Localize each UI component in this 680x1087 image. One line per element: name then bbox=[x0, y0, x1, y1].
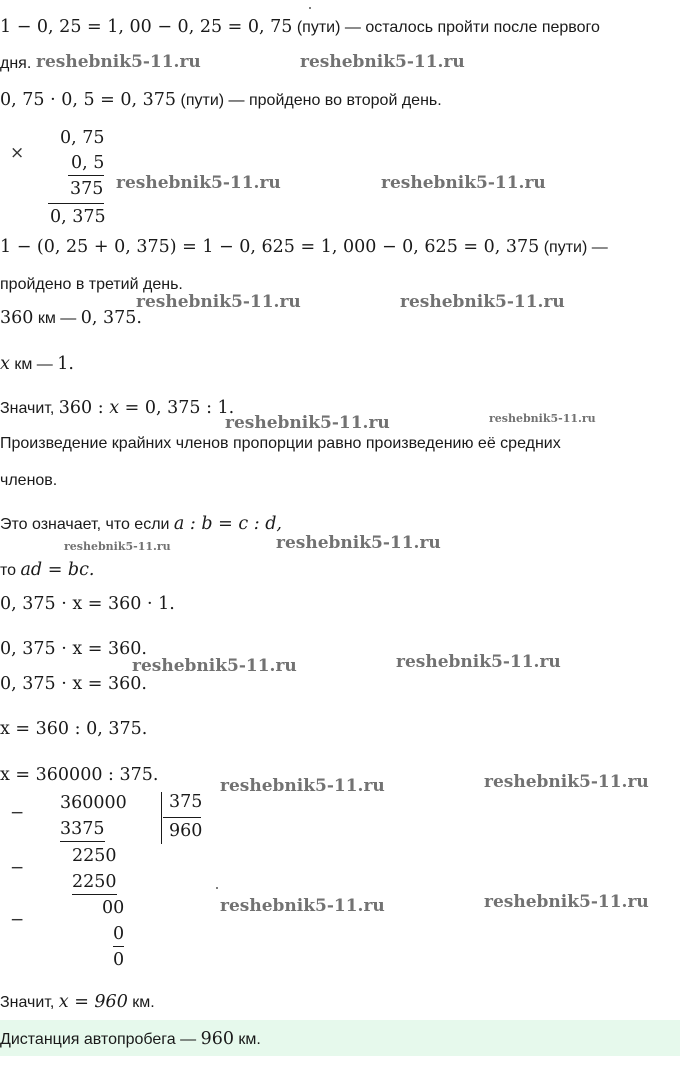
math-expression: 1 − 0, 25 = 1, 00 − 0, 25 = 0, 75 bbox=[0, 17, 293, 37]
text-line-10 bbox=[0, 471, 57, 491]
text-line-3 bbox=[0, 90, 442, 111]
math-number: 360 bbox=[0, 308, 34, 328]
line-text: дня. bbox=[0, 55, 32, 72]
division-step: 00 bbox=[102, 898, 125, 918]
line-text: км. bbox=[127, 994, 155, 1011]
divisor: 375 bbox=[169, 792, 203, 812]
math-expression: a : b = c : d, bbox=[173, 514, 282, 534]
division-step: 0 bbox=[113, 923, 124, 947]
line-text: км. bbox=[233, 1031, 261, 1048]
text-line-11 bbox=[0, 514, 282, 535]
watermark: reshebnik5-11.ru bbox=[489, 412, 596, 425]
text-line-4 bbox=[0, 237, 608, 258]
math-expression: 1 − (0, 25 + 0, 375) = 1 − 0, 625 = 1, 000 − 0, 625 = 0, 375 bbox=[0, 237, 540, 257]
text-line-8 bbox=[0, 398, 234, 419]
partial-product: 375 bbox=[70, 179, 104, 199]
watermark: reshebnik5-11.ru bbox=[400, 292, 565, 312]
watermark: reshebnik5-11.ru bbox=[36, 52, 201, 72]
stray-dot bbox=[216, 887, 218, 889]
column-line bbox=[48, 203, 104, 204]
dividend: 360000 bbox=[60, 793, 127, 813]
line-text: Это означает, что если bbox=[0, 516, 174, 533]
math-number: 0, 375. bbox=[80, 308, 142, 328]
stray-dot bbox=[309, 7, 311, 9]
text-line-13: 0, 375 · x = 360 · 1. bbox=[0, 594, 175, 614]
watermark: reshebnik5-11.ru bbox=[220, 776, 385, 796]
math-expression: 0, 75 · 0, 5 = 0, 375 bbox=[0, 90, 177, 110]
division-step: 0 bbox=[113, 950, 125, 970]
watermark: reshebnik5-11.ru bbox=[381, 173, 546, 193]
watermark: reshebnik5-11.ru bbox=[64, 540, 171, 553]
text-line-17: x = 360000 : 375. bbox=[0, 765, 159, 785]
math-expression: ad = bc. bbox=[20, 560, 95, 580]
line-text: то bbox=[0, 562, 21, 579]
math-variable: x bbox=[109, 398, 120, 418]
line-text: Произведение крайних членов пропорции равно произведению её средних bbox=[0, 435, 561, 452]
math-number: 1. bbox=[57, 354, 74, 374]
line-text: км — bbox=[33, 310, 81, 327]
line-text: (пути) — пройдено во второй день. bbox=[176, 92, 442, 109]
division-step: 3375 bbox=[60, 818, 105, 842]
watermark: reshebnik5-11.ru bbox=[116, 173, 281, 193]
math-expression: x = 960 bbox=[58, 992, 128, 1012]
multiply-sign: × bbox=[10, 143, 25, 163]
line-text: км — bbox=[9, 356, 58, 373]
watermark: reshebnik5-11.ru bbox=[484, 772, 649, 792]
text-line-6 bbox=[0, 308, 142, 329]
line-text: Значит, bbox=[0, 994, 59, 1011]
math-number: 960 bbox=[200, 1029, 234, 1049]
answer-box bbox=[0, 1020, 680, 1056]
text-line-18 bbox=[0, 992, 155, 1013]
text-line-9 bbox=[0, 434, 561, 454]
answer-line bbox=[0, 1029, 261, 1050]
watermark: reshebnik5-11.ru bbox=[220, 896, 385, 916]
line-text: членов. bbox=[0, 472, 58, 489]
math-variable: x bbox=[0, 354, 10, 374]
watermark: reshebnik5-11.ru bbox=[276, 533, 441, 553]
text-line-16: x = 360 : 0, 375. bbox=[0, 719, 148, 739]
factor-2: 0, 5 bbox=[71, 153, 105, 173]
math-expression: = 0, 375 : 1. bbox=[119, 398, 235, 418]
division-step: 2250 bbox=[72, 871, 117, 895]
line-text: (пути) — bbox=[539, 239, 608, 256]
watermark: reshebnik5-11.ru bbox=[300, 52, 465, 72]
watermark: reshebnik5-11.ru bbox=[132, 656, 297, 676]
factor-1: 0, 75 bbox=[60, 128, 105, 148]
text-line-7 bbox=[0, 354, 74, 375]
minus-sign: − bbox=[10, 910, 25, 930]
line-text: пройдено в третий день. bbox=[0, 276, 183, 293]
watermark: reshebnik5-11.ru bbox=[396, 652, 561, 672]
text-line-12 bbox=[0, 560, 95, 581]
text-line-1 bbox=[0, 17, 600, 38]
column-line bbox=[68, 175, 104, 176]
watermark: reshebnik5-11.ru bbox=[225, 413, 390, 433]
line-text: (пути) — осталось пройти после первого bbox=[292, 19, 600, 36]
line-text: Дистанция автопробега — bbox=[0, 1031, 201, 1048]
division-step: 2250 bbox=[72, 846, 117, 866]
watermark: reshebnik5-11.ru bbox=[136, 292, 301, 312]
quotient: 960 bbox=[169, 821, 203, 841]
text-line-15: 0, 375 · x = 360. bbox=[0, 674, 147, 694]
watermark: reshebnik5-11.ru bbox=[484, 892, 649, 912]
division-line bbox=[163, 817, 201, 818]
line-text: Значит, bbox=[0, 400, 59, 417]
math-expression: 360 : bbox=[58, 398, 110, 418]
text-line-14: 0, 375 · x = 360. bbox=[0, 639, 147, 659]
text-line-2 bbox=[0, 54, 31, 74]
minus-sign: − bbox=[10, 803, 25, 823]
product-result: 0, 375 bbox=[50, 207, 106, 227]
minus-sign: − bbox=[10, 858, 25, 878]
